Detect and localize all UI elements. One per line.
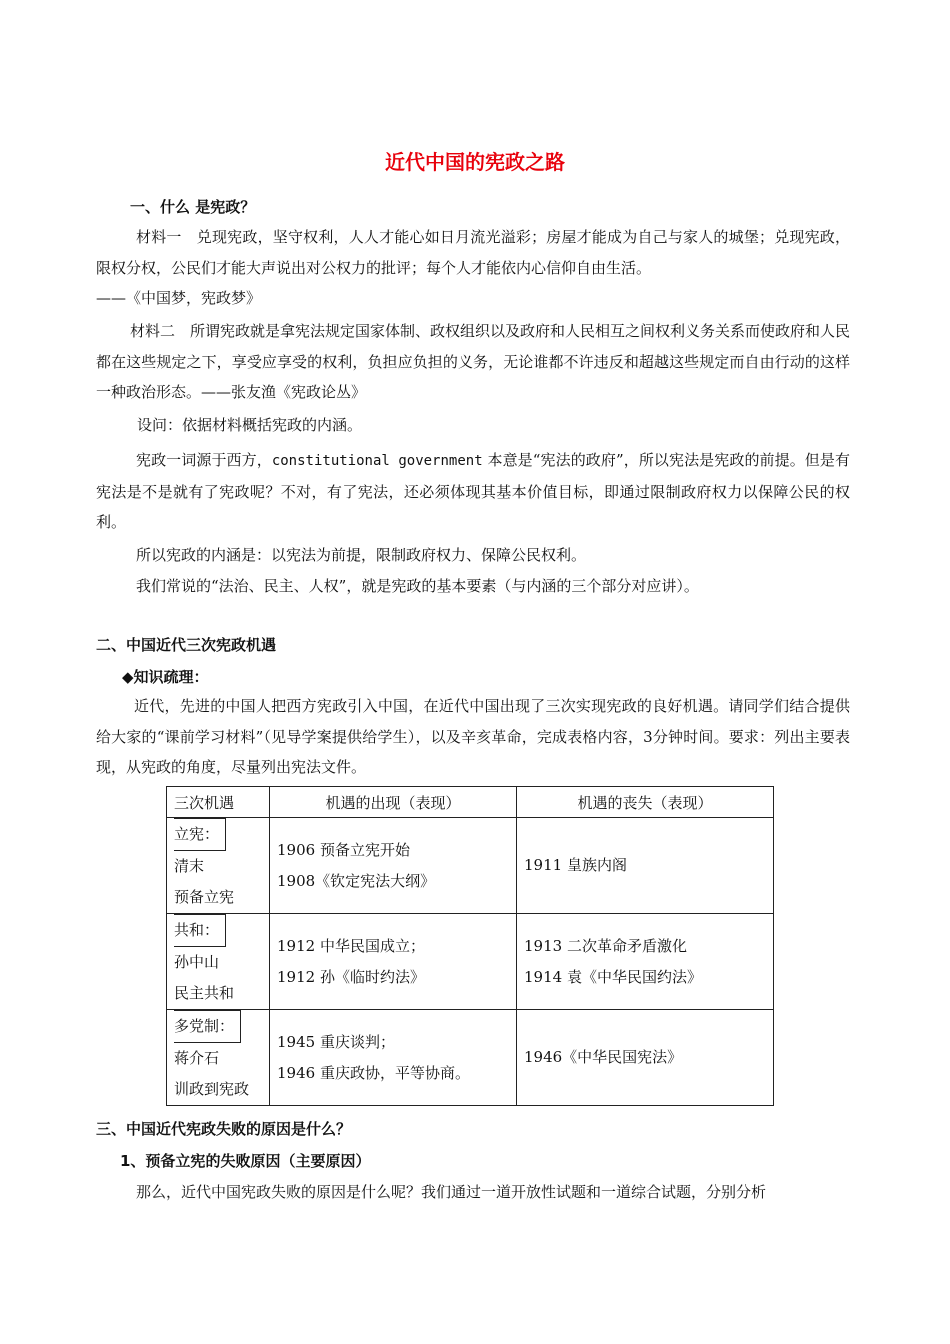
opportunity-line: 预备立宪 xyxy=(174,888,235,906)
knowledge-review-label: ◆知识疏理： xyxy=(122,668,209,686)
material1-text: 材料一 兑现宪政，坚守权利，人人才能心如日月流光溢彩；房屋才能成为自己与家人的城堡；兑现宪政，限权分权，公民们才能大声说出对公权力的批评；每个人才能依内心信仰自由生活。 xyxy=(96,228,850,277)
appearance-line: 1945 重庆谈判； xyxy=(277,1032,395,1051)
section1-heading: 一、什么 是宪政？ xyxy=(130,198,256,216)
opportunity-cell xyxy=(167,818,270,914)
constitution-definition-paragraph xyxy=(96,445,850,538)
opportunity-label: 共和： xyxy=(174,914,226,947)
loss-line: 1911 皇族内阁 xyxy=(524,856,627,874)
loss-line: 1914 袁《中华民国约法》 xyxy=(524,967,702,986)
table-header-cell: 机遇的出现（表现） xyxy=(270,787,517,818)
appearance-cell xyxy=(270,818,517,914)
appearance-cell xyxy=(270,1010,517,1106)
opportunity-label: 多党制： xyxy=(174,1010,241,1043)
table-row xyxy=(167,818,774,914)
loss-cell xyxy=(517,914,774,1010)
opportunity-cell xyxy=(167,914,270,1010)
appearance-line: 1946 重庆政协，平等协商。 xyxy=(277,1063,470,1082)
definition-text-a: 宪政一词源于西方， xyxy=(136,451,272,469)
table-row xyxy=(167,914,774,1010)
page-title: 近代中国的宪政之路 xyxy=(385,150,565,174)
opportunity-line: 孙中山 xyxy=(174,953,220,971)
opportunity-line: 清末 xyxy=(174,857,205,875)
appearance-cell xyxy=(270,914,517,1010)
loss-cell xyxy=(517,818,774,914)
section2-paragraph: 近代，先进的中国人把西方宪政引入中国，在近代中国出现了三次实现宪政的良好机遇。请同学们结合提供给大家的“课前学习材料”（见导学案提供给学生），以及辛亥革命，完成表格内容，3分钟时间。要求：列出主要表现，从宪政的角度，尽量列出宪法文件。 xyxy=(96,697,850,776)
opportunity-line: 民主共和 xyxy=(174,984,235,1002)
appearance-line: 1906 预备立宪开始 xyxy=(277,840,410,859)
loss-line: 1913 二次革命矛盾激化 xyxy=(524,936,687,955)
opportunities-table xyxy=(166,786,774,1106)
section3-heading: 三、中国近代宪政失败的原因是什么？ xyxy=(96,1120,352,1138)
material2-paragraph: 材料二 所谓宪政就是拿宪法规定国家体制、政权组织以及政府和人民相互之间权利义务关系而使政府和人民都在这些规定之下，享受应享受的权利，负担应负担的义务，无论谁都不许违反和超越这些规定而自由行动的这样一种政治形态。——张友渔《宪政论丛》 xyxy=(96,322,851,401)
table-row xyxy=(167,1010,774,1106)
table-header-row xyxy=(167,787,774,818)
section3-subheading: 1、预备立宪的失败原因（主要原因） xyxy=(120,1152,371,1170)
material1-paragraph xyxy=(96,222,850,314)
table-header-cell: 机遇的丧失（表现） xyxy=(517,787,774,818)
question-text: 设问：依据材料概括宪政的内涵。 xyxy=(137,416,363,434)
loss-cell xyxy=(517,1010,774,1106)
opportunity-line: 蒋介石 xyxy=(174,1049,220,1067)
connotation-paragraph: 所以宪政的内涵是：以宪法为前提，限制政府权力、保障公民权利。 xyxy=(136,546,587,564)
definition-text-b: 本意是“宪法的政府”，所以宪法是宪政的前提。但是有宪法是不是就有了宪政呢？不对，有了宪法，还必须体现其基本价值目标，即通过限制政府权力以保障公民的权利。 xyxy=(96,451,850,531)
loss-line: 1946《中华民国宪法》 xyxy=(524,1048,683,1066)
table-header-cell: 三次机遇 xyxy=(167,787,270,818)
definition-english-term: constitutional government xyxy=(271,453,483,469)
elements-paragraph: 我们常说的“法治、民主、人权”，就是宪政的基本要素（与内涵的三个部分对应讲）。 xyxy=(136,577,699,595)
opportunity-line: 训政到宪政 xyxy=(174,1080,250,1098)
opportunity-cell xyxy=(167,1010,270,1106)
section3-paragraph: 那么，近代中国宪政失败的原因是什么呢？我们通过一道开放性试题和一道综合试题，分别分析 xyxy=(136,1183,767,1201)
material1-source: ——《中国梦，宪政梦》 xyxy=(96,289,262,307)
appearance-line: 1908《钦定宪法大纲》 xyxy=(277,871,436,890)
section2-heading: 二、中国近代三次宪政机遇 xyxy=(96,636,277,654)
appearance-line: 1912 孙《临时约法》 xyxy=(277,967,425,986)
appearance-line: 1912 中华民国成立； xyxy=(277,936,425,955)
opportunity-label: 立宪： xyxy=(174,818,226,851)
